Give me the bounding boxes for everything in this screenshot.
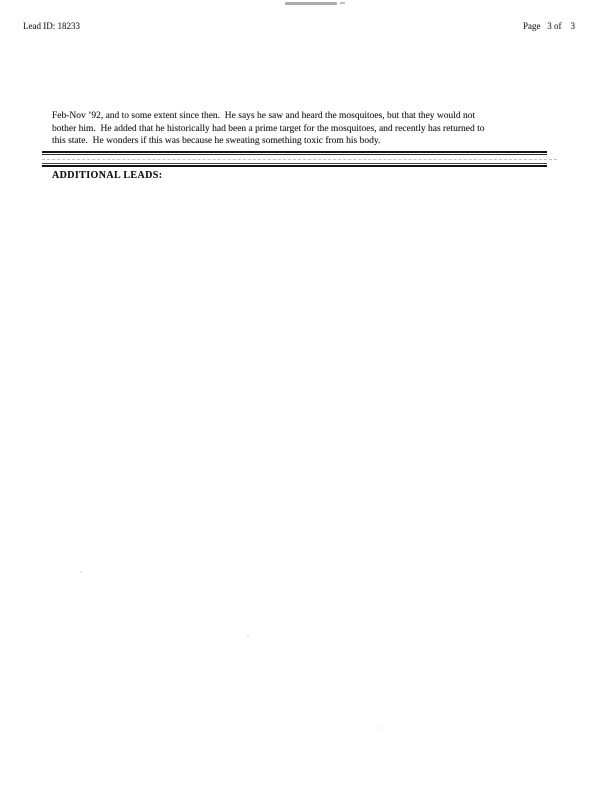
horizontal-rule-bottom-thin <box>42 163 547 164</box>
paragraph-line-3: this state. He wonders if this was because he sweating something toxic from his body. <box>52 136 381 147</box>
paragraph-line-1: Feb-Nov ’92, and to some extent since then. He says he saw and heard the mosquitoes, but that they would not <box>52 111 476 121</box>
horizontal-rule-faint-dashed <box>42 159 557 160</box>
scan-speck <box>80 571 82 573</box>
paragraph-line-2: bother him. He added that he historically had been a prime target for the mosquitoes, and recently has returned to <box>52 123 485 134</box>
horizontal-rule-top-thin <box>42 154 547 155</box>
horizontal-rule-bottom-thick <box>42 165 547 168</box>
horizontal-rule-top-thick <box>42 151 547 154</box>
scan-speck <box>380 727 382 729</box>
body-paragraph <box>52 110 484 148</box>
scan-artifact-bar <box>285 2 337 5</box>
scan-speck <box>247 635 249 637</box>
additional-leads-heading: ADDITIONAL LEADS: <box>52 170 163 181</box>
scan-artifact-dash <box>340 2 345 4</box>
page-number-label: Page 3 of 3 <box>523 21 575 31</box>
lead-id-label: Lead ID: 18233 <box>23 21 80 31</box>
